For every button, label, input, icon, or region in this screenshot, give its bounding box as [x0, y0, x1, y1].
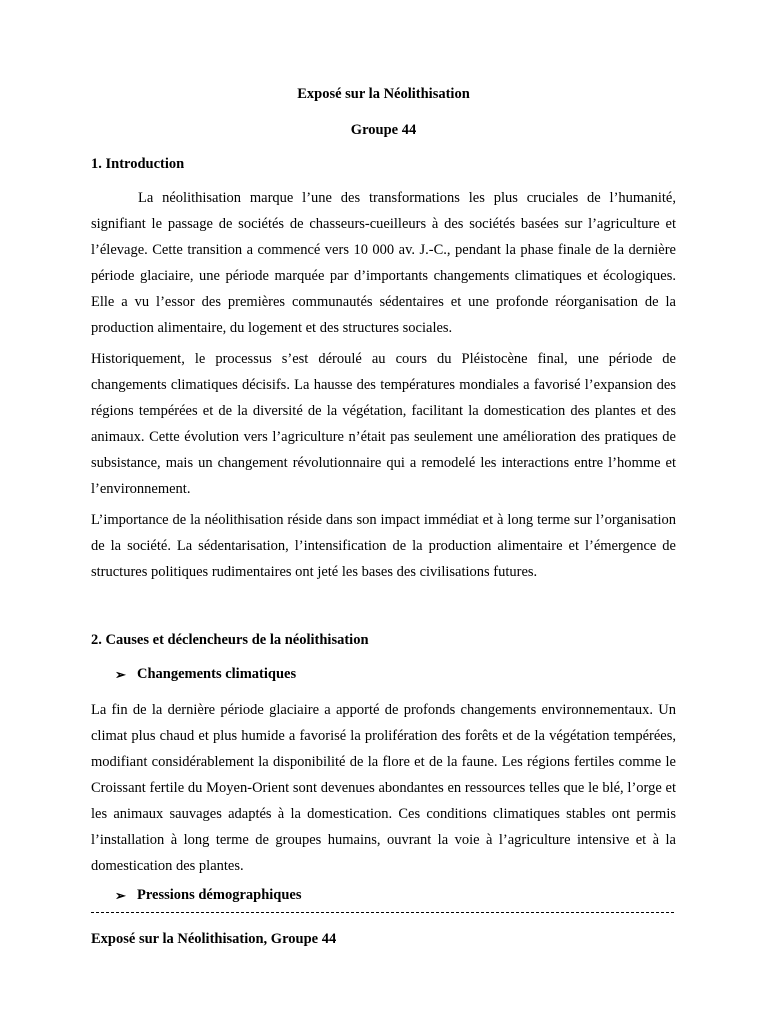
- climate-paragraph: La fin de la dernière période glaciaire a apporté de profonds changements environnementaux. Un climat plus chaud et plus humide a favorisé la prolifération des forêts et de la végétation tempérées, modifiant considérablement la disponibilité de la flore et de la faune. Les régions fertiles comme le Croissant fertile du Moyen-Orient sont devenues abondantes en ressources telles que le blé, l’orge et les animaux sauvages adaptés à la domestication. Ces conditions climatiques stables ont permis l’installation à long terme de groupes humains, ouvrant la voie à l’agriculture intensive et à la domestication des plantes.: [91, 702, 676, 874]
- document-title: Exposé sur la Néolithisation: [297, 86, 470, 102]
- intro-paragraph-2: Historiquement, le processus s’est déroulé au cours du Pléistocène final, une période de changements climatiques décisifs. La hausse des températures mondiales a favorisé l’expansion des régions tempérées et de la diversité de la végétation, facilitant la domestication des plantes et des animaux. Cette évolution vers l’agriculture n’était pas seulement une amélioration des pratiques de subsistance, mais un changement révolutionnaire qui a remodelé les interactions entre l’homme et l’environnement.: [91, 351, 676, 497]
- intro-paragraph-1: La néolithisation marque l’une des transformations les plus cruciales de l’humanité, signifiant le passage de sociétés de chasseurs-cueilleurs à des sociétés basées sur l’agriculture et l’élevage. Cette transition a commencé vers 10 000 av. J.-C., pendant la phase finale de la dernière période glaciaire, une période marquée par d’importants changements climatiques et écologiques. Elle a vu l’essor des premières communautés sédentaires et une profonde réorganisation de la production alimentaire, du logement et des structures sociales.: [91, 190, 676, 336]
- bullet-label: Pressions démographiques: [137, 887, 302, 903]
- section-heading-causes: 2. Causes et déclencheurs de la néolithisation: [91, 632, 369, 648]
- group-label: Groupe 44: [350, 122, 417, 138]
- bullet-item-climate: [115, 666, 296, 683]
- section-heading-introduction: 1. Introduction: [91, 156, 185, 172]
- arrow-bullet-icon: ➢: [115, 666, 126, 682]
- footer-divider: [91, 912, 674, 913]
- document-page: [91, 0, 676, 1024]
- arrow-bullet-icon: ➢: [115, 887, 126, 903]
- bullet-label: Changements climatiques: [137, 666, 297, 682]
- bullet-item-demography: [115, 887, 302, 904]
- intro-paragraph-3: L’importance de la néolithisation réside dans son impact immédiat et à long terme sur l’organisation de la société. La sédentarisation, l’intensification de la production alimentaire et l’émergence de structures politiques rudimentaires ont jeté les bases des civilisations futures.: [91, 512, 676, 580]
- page-footer: Exposé sur la Néolithisation, Groupe 44: [91, 931, 337, 947]
